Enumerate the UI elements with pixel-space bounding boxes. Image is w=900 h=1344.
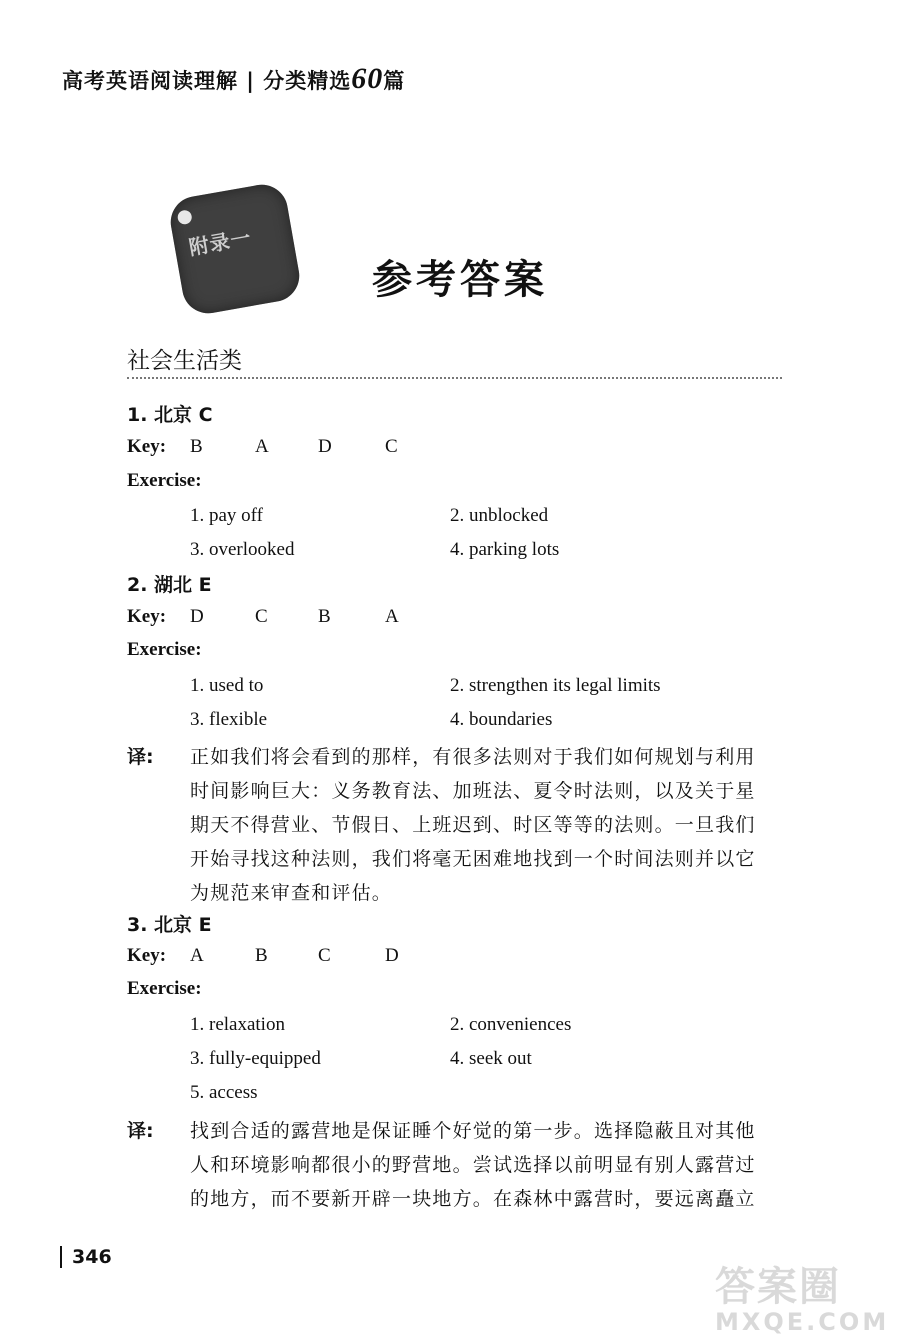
q3-ex-3: 3. fully-equipped — [190, 1048, 321, 1069]
q2-title: 2. 湖北 E — [127, 574, 212, 596]
q1-key-2: A — [255, 436, 269, 457]
q3-key-1: A — [190, 945, 204, 966]
q2-key-label: Key: — [127, 606, 167, 627]
q1-ex-3: 3. overlooked — [190, 539, 295, 560]
page-number: 346 — [72, 1246, 112, 1268]
q2-translation-line-2: 时间影响巨大：义务教育法、加班法、夏令时法则，以及关于星 — [190, 780, 756, 802]
q3-ex-4: 4. seek out — [450, 1048, 532, 1069]
q3-translation-line-3: 的地方，而不要新开辟一块地方。在森林中露营时，要远离矗立 — [190, 1188, 756, 1210]
header-number: 60 — [351, 62, 384, 95]
q3-exercise-label: Exercise: — [127, 978, 202, 999]
q3-ex-5: 5. access — [190, 1082, 258, 1103]
watermark-line-2: MXQE.COM — [715, 1308, 890, 1336]
q2-exercise-label: Exercise: — [127, 639, 202, 660]
q3-translation-label: 译: — [127, 1120, 154, 1142]
q1-key-1: B — [190, 436, 203, 457]
q3-ex-2: 2. conveniences — [450, 1014, 572, 1035]
q2-key-1: D — [190, 606, 204, 627]
q3-translation-line-1: 找到合适的露营地是保证睡个好觉的第一步。选择隐蔽且对其他 — [190, 1120, 756, 1142]
q2-ex-2: 2. strengthen its legal limits — [450, 675, 661, 696]
page-number-bar — [60, 1246, 62, 1268]
q2-translation-line-3: 期天不得营业、节假日、上班迟到、时区等等的法则。一旦我们 — [190, 814, 756, 836]
q3-key-3: C — [318, 945, 331, 966]
q3-title: 3. 北京 E — [127, 914, 212, 936]
page-title: 参考答案 — [372, 257, 548, 303]
q2-ex-1: 1. used to — [190, 675, 264, 696]
q2-translation-line-4: 开始寻找这种法则，我们将毫无困难地找到一个时间法则并以它 — [190, 848, 756, 870]
section-divider — [127, 377, 782, 379]
header-suffix: 篇 — [383, 69, 406, 93]
q3-key-4: D — [385, 945, 399, 966]
q2-translation-label: 译: — [127, 746, 154, 768]
q1-key-3: D — [318, 436, 332, 457]
q2-translation-line-1: 正如我们将会看到的那样，有很多法则对于我们如何规划与利用 — [190, 746, 756, 768]
q2-ex-4: 4. boundaries — [450, 709, 553, 730]
running-header — [62, 62, 405, 96]
q3-key-2: B — [255, 945, 268, 966]
appendix-badge — [167, 181, 304, 318]
section-title: 社会生活类 — [127, 348, 242, 374]
q2-translation-line-5: 为规范来审查和评估。 — [190, 882, 393, 904]
q2-ex-3: 3. flexible — [190, 709, 268, 730]
q1-title: 1. 北京 C — [127, 404, 213, 426]
q1-exercise-label: Exercise: — [127, 470, 202, 491]
watermark — [715, 1255, 889, 1336]
badge-label: 附录一 — [187, 225, 254, 260]
q1-ex-2: 2. unblocked — [450, 505, 549, 526]
q2-key-4: A — [385, 606, 399, 627]
q1-ex-1: 1. pay off — [190, 505, 263, 526]
q3-translation-line-2: 人和环境影响都很小的野营地。尝试选择以前明显有别人露营过 — [190, 1154, 756, 1176]
q1-key-label: Key: — [127, 436, 167, 457]
q2-key-3: B — [318, 606, 331, 627]
q2-key-2: C — [255, 606, 268, 627]
badge-dot-icon — [177, 209, 193, 225]
q1-ex-4: 4. parking lots — [450, 539, 560, 560]
q3-ex-1: 1. relaxation — [190, 1014, 285, 1035]
q3-key-label: Key: — [127, 945, 167, 966]
header-text: 高考英语阅读理解 | 分类精选 — [62, 69, 352, 93]
watermark-line-1: 答案圈 — [715, 1264, 841, 1310]
q1-key-4: C — [385, 436, 398, 457]
